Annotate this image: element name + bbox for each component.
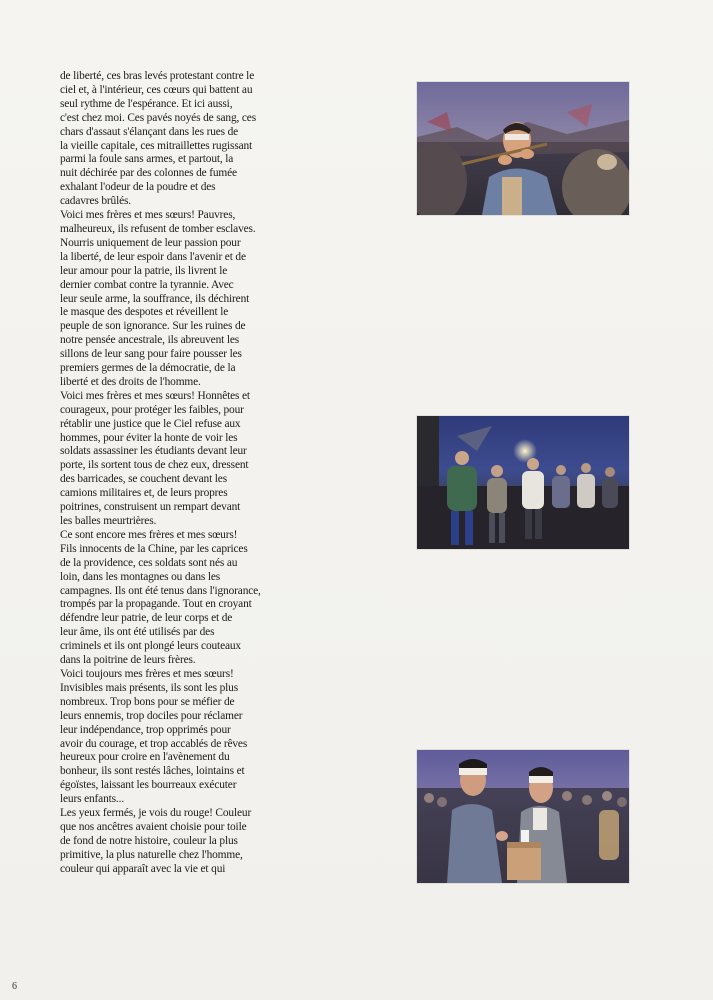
page-number: 6 — [12, 981, 17, 992]
text-line: de la providence, ces soldats sont nés au — [60, 556, 238, 569]
text-line: dernier combat contre la tyrannie. Avec — [60, 278, 234, 291]
photo-night-crowd — [417, 416, 629, 549]
text-line: le masque des despotes et réveillent le — [60, 306, 229, 319]
photo-students-with-donation-box — [417, 750, 629, 883]
text-line: premiers germes de la démocratie, de la — [60, 362, 236, 375]
text-line: soldats assassiner les étudiants devant leur — [60, 445, 247, 458]
text-line: des barricades, se couchent devant les — [60, 473, 227, 486]
text-line: bonheur, ils sont restés lâches, lointains et — [60, 765, 245, 778]
text-line: la vieille capitale, ces mitraillettes rugissant — [60, 139, 253, 152]
text-line: peuple de son ignorance. Sur les ruines de — [60, 320, 246, 333]
text-line: primitive, la plus naturelle chez l'homme, — [60, 848, 243, 861]
photo-protester-with-flute — [417, 82, 629, 215]
text-line: exhalant l'odeur de la poudre et des — [60, 181, 216, 194]
text-line: Voici mes frères et mes sœurs! Pauvres, — [60, 209, 236, 222]
text-line: dans la poitrine de leurs frères. — [60, 654, 196, 667]
text-line: leur indépendance, trop opprimés pour — [60, 723, 231, 736]
text-line: c'est chez moi. Ces pavés noyés de sang, ces — [60, 111, 256, 124]
text-line: les balles meurtrières. — [60, 515, 157, 527]
text-line: Voici mes frères et mes sœurs! Honnêtes et — [60, 389, 250, 402]
text-line: leur âme, ils ont été utilisés par des — [60, 626, 215, 639]
text-line: seul rythme de l'espérance. Et ici aussi, — [60, 97, 233, 110]
text-line: trompés par la propagande. Tout en croyant — [60, 598, 252, 611]
text-line: campagnes. Ils ont été tenus dans l'ignorance, — [60, 584, 261, 597]
text-line: nuit déchirée par des colonnes de fumée — [60, 167, 237, 180]
text-line: notre pensée ancestrale, ils abreuvent les — [60, 334, 240, 347]
text-line: Les yeux fermés, je vois du rouge! Couleur — [60, 807, 252, 820]
text-line: de liberté, ces bras levés protestant contre le — [60, 70, 255, 82]
text-line: avoir du courage, et trop accablés de rêves — [60, 737, 248, 750]
text-line: courageux, pour protéger les faibles, pour — [60, 403, 244, 416]
text-line: nombreux. Trop bons pour se méfier de — [60, 695, 235, 708]
text-line: porte, ils sortent tous de chez eux, dressent — [60, 459, 249, 472]
text-line: Fils innocents de la Chine, par les caprices — [60, 542, 248, 555]
text-line: que nos ancêtres avaient choisie pour toile — [60, 820, 247, 833]
text-line: leurs enfants... — [60, 793, 125, 806]
text-line: parmi la foule sans armes, et partout, la — [60, 153, 234, 166]
text-line: camions militaires et, de leurs propres — [60, 487, 228, 500]
text-line: sillons de leur sang pour faire pousser les — [60, 348, 242, 361]
text-line: rétablir une justice que le Ciel refuse aux — [60, 417, 241, 430]
text-line: ciel et, à l'intérieur, ces cœurs qui battent au — [60, 83, 253, 96]
text-line: poitrines, construisent un rempart devant — [60, 501, 241, 514]
text-line: égoïstes, laissant les bourreaux exécuter — [60, 779, 237, 792]
text-line: malheureux, ils refusent de tomber esclaves. — [60, 222, 256, 235]
text-line: Nourris uniquement de leur passion pour — [60, 236, 241, 249]
text-line: couleur qui apparaît avec la vie et qui — [60, 862, 226, 875]
text-line: Voici toujours mes frères et mes sœurs! — [60, 667, 234, 680]
text-line: Invisibles mais présents, ils sont les plus — [60, 681, 239, 694]
text-line: leurs ennemis, trop dociles pour réclamer — [60, 709, 243, 722]
text-line: leur seule arme, la souffrance, ils déchirent — [60, 292, 250, 305]
body-text-column — [60, 70, 282, 877]
text-line: liberté et des droits de l'homme. — [60, 375, 201, 388]
text-line: heureux pour croire en l'avènement du — [60, 751, 230, 764]
text-line: cadavres brûlés. — [60, 195, 131, 208]
text-line: loin, dans les montagnes ou dans les — [60, 570, 221, 583]
text-line: la liberté, de leur espoir dans l'avenir et de — [60, 250, 246, 263]
text-line: défendre leur patrie, de leur corps et de — [60, 612, 233, 625]
text-line: hommes, pour éviter la honte de voir les — [60, 431, 238, 444]
text-line: de fond de notre histoire, couleur la plus — [60, 834, 238, 847]
text-line: Ce sont encore mes frères et mes sœurs! — [60, 528, 238, 541]
text-line: chars d'assaut s'élançant dans les rues de — [60, 125, 239, 138]
text-line: criminels et ils ont plongé leurs couteaux — [60, 640, 241, 653]
text-line: leur amour pour la patrie, ils livrent le — [60, 264, 228, 277]
